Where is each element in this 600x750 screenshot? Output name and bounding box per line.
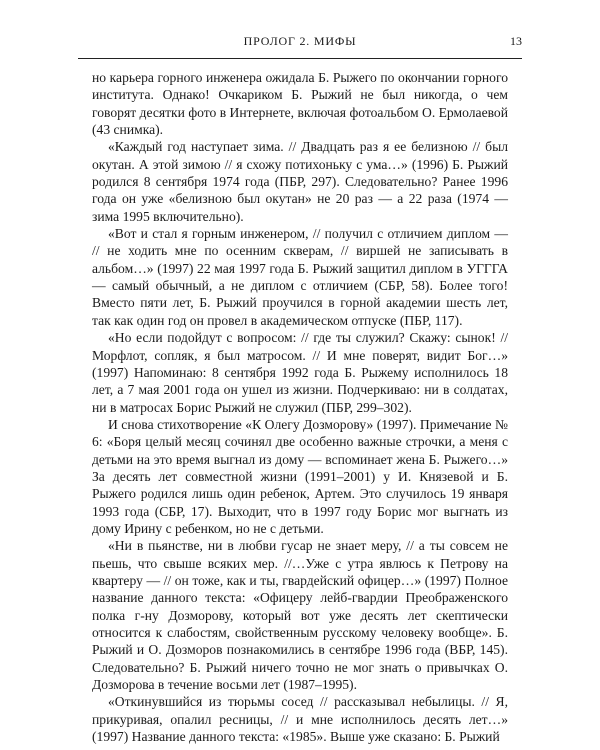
paragraph-continuation: но карьера горного инженера ожидала Б. Рыжего по окончании горного института. Однако! Очкариком Б. Рыжий не был никогда, о чем говорят десятки фото в Интернете, включая фотоальбом О. Ермолаевой (43 снимка).	[92, 70, 508, 138]
page-body	[92, 69, 508, 745]
page-header	[78, 18, 522, 59]
paragraph-dozmorov-poem: И снова стихотворение «К Олегу Дозморову» (1997). Примечание № 6: «Боря целый месяц сочинял две особенно важные строчки, а меня с детьми на это время выгнал из дому — вспоминает жена Б. Рыжего…» За десять лет совместной жизни (1991–2001) у И. Князевой и Б. Рыжего родился лишь один ребенок, Артем. Это случилось 19 января 1993 года (СБР, 17). Выходит, что в 1997 году Борис мог выгнать из дому Ирину с ребенком, но не с детьми.	[92, 416, 508, 536]
paragraph-prison-neighbor: «Откинувшийся из тюрьмы сосед // рассказывал небылицы. // Я, прикуривая, опалил ресницы, // и мне исполнилось десять лет…» (1997) Название данного текста: «1985». Выше уже сказано: Б. Рыжий	[92, 694, 508, 745]
running-header-title: ПРОЛОГ 2. МИФЫ	[243, 34, 357, 48]
paragraph-mining-engineer: «Вот и стал я горным инженером, // получил с отличием диплом — // не ходить мне по осенним скверам, // виршей не записывать в альбом…» (1997) 22 мая 1997 года Б. Рыжий защитил диплом в УГГГА — самый обычный, а не диплом с отличием (СБР, 58). Более того! Вместо пяти лет, Б. Рыжий проучился в горной академии шесть лет, так как один год он провел в академическом отпуске (ПБР, 117).	[92, 226, 508, 328]
paragraph-hussar-poem: «Ни в пьянстве, ни в любви гусар не знает меру, // а ты совсем не пьешь, что свыше всяких мер. //…Уже с утра явлюсь к Петрову на квартеру — // он тоже, как и ты, гвардейский офицер…» (1997) Полное название данного текста: «Офицеру лейб-гвардии Преображенского полка г-ну Дозморову, который вот уже десять лет скептически относится к слабостям, свойственным русскому человеку вообще». Б. Рыжий и О. Дозморов познакомились в сентябре 1996 года (ВБР, 145). Следовательно? Б. Рыжий ничего точно не мог знать о привычках О. Дозморова в течение восьми лет (1987–1995).	[92, 538, 508, 693]
paragraph-navy-service: «Но если подойдут с вопросом: // где ты служил? Скажу: сынок! // Морфлот, сопляк, я был матросом. // И мне поверят, видит Бог…» (1997) Напоминаю: 8 сентября 1992 года Б. Рыжему исполнилось 18 лет, а 7 мая 2001 года он ушел из жизни. Подчеркиваю: ни в солдатах, ни в матросах Борис Рыжий не служил (ПБР, 299–302).	[92, 330, 508, 415]
paragraph-winter-poem: «Каждый год наступает зима. // Двадцать раз я ее белизною // был окутан. А этой зимою // я схожу потихоньку с ума…» (1996) Б. Рыжий родился 8 сентября 1974 года (ПБР, 297). Следовательно? Ранее 1996 года он уже «белизною был окутан» не 20 раз — а 22 раза (1974 — зима 1995 включительно).	[92, 139, 508, 224]
page-number: 13	[510, 34, 522, 48]
